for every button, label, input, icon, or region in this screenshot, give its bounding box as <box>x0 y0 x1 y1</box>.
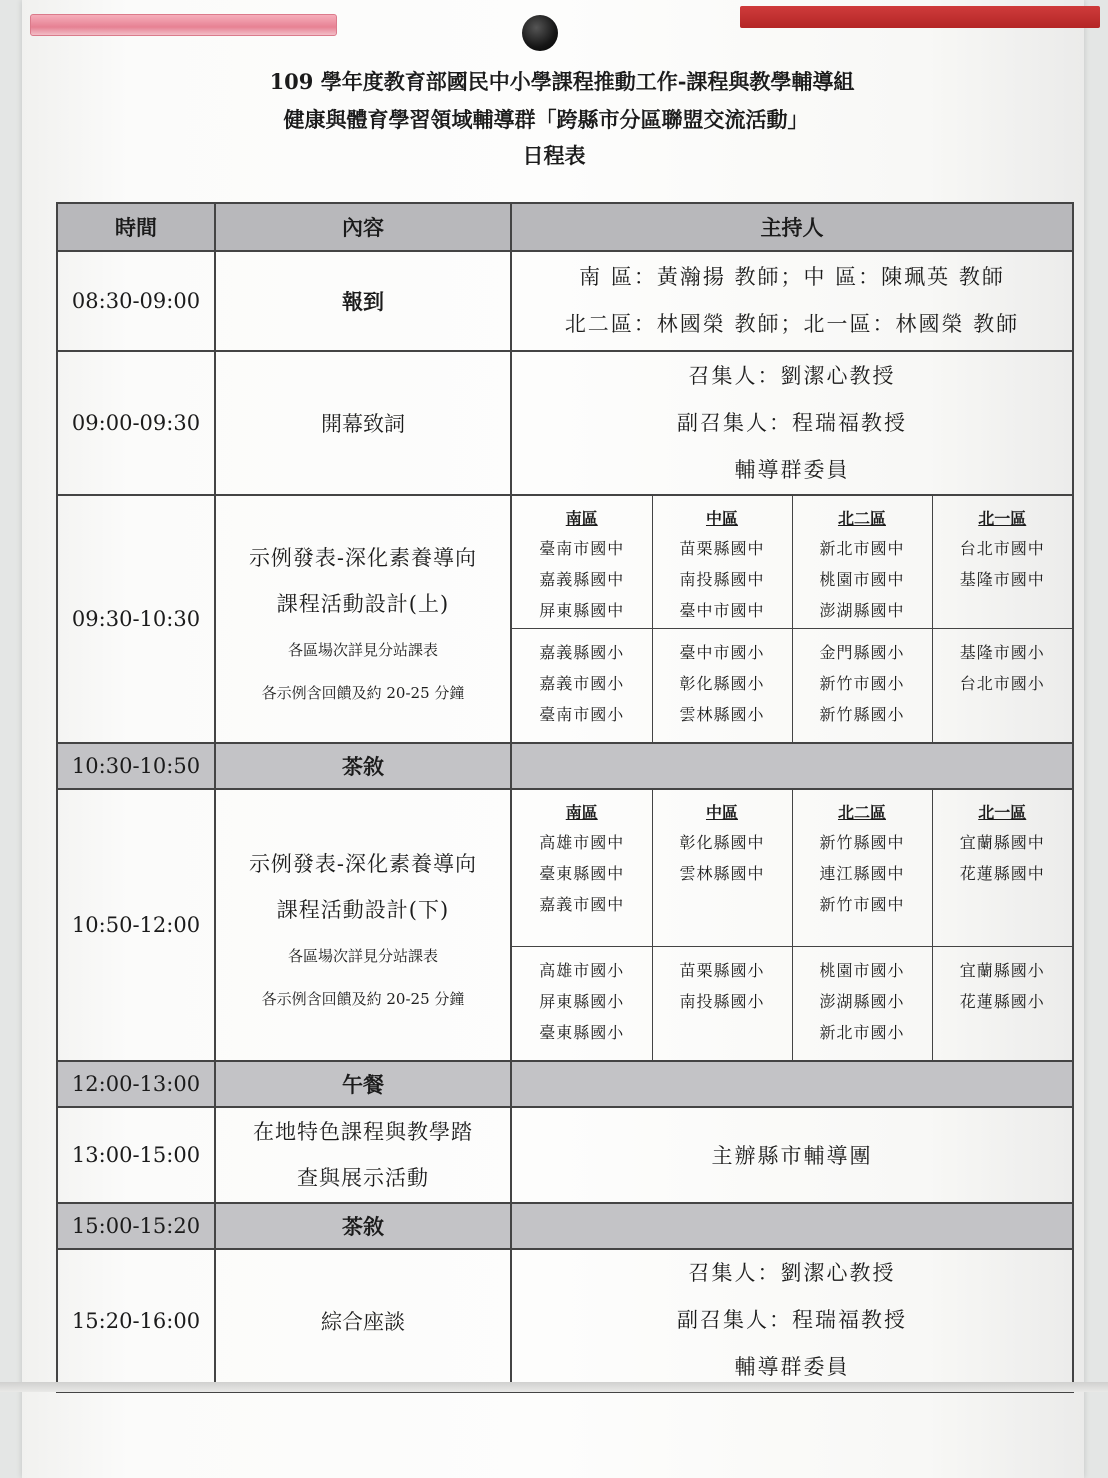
school-item: 嘉義市國中 <box>539 895 625 914</box>
school-item: 新北市國小 <box>819 1022 905 1042</box>
time-cell: 12:00-13:00 <box>57 1061 215 1107</box>
school-item: 台北市國中 <box>959 539 1045 558</box>
school-item: 臺中市國小 <box>679 642 765 662</box>
school-item: 澎湖縣國小 <box>819 991 905 1011</box>
title-line-1: 109 學年度教育部國民中小學課程推動工作-課程與教學輔導組 <box>269 69 855 94</box>
header-host: 主持人 <box>511 203 1073 251</box>
region-header: 北二區 <box>837 803 886 822</box>
region-central <box>652 946 792 1060</box>
school-item: 臺中市國中 <box>679 601 765 620</box>
school-item: 新竹縣國中 <box>819 833 905 852</box>
host-line: 南 區：黃瀚揚 教師；中 區：陳珮英 教師 <box>579 265 1005 289</box>
host-cell-empty <box>511 1061 1073 1107</box>
time-cell: 10:50-12:00 <box>57 789 215 1061</box>
school-item: 苗栗縣國小 <box>679 960 765 980</box>
school-item: 花蓮縣國中 <box>959 864 1045 883</box>
table-row <box>57 1107 1073 1203</box>
host-line: 副召集人：程瑞福教授 <box>677 410 907 435</box>
region-header: 北一區 <box>978 803 1027 822</box>
content-cell: 午餐 <box>215 1061 511 1107</box>
region-header: 中區 <box>705 803 738 822</box>
school-item: 宜蘭縣國小 <box>959 960 1045 980</box>
table-row-break <box>57 1203 1073 1249</box>
content-line: 課程活動設計(上) <box>276 592 450 616</box>
content-note: 各示例含回饋及約 20-25 分鐘 <box>261 684 465 702</box>
school-item: 彰化縣國中 <box>679 833 765 852</box>
school-item: 雲林縣國小 <box>679 704 765 724</box>
table-row <box>57 351 1073 495</box>
region-north2 <box>792 496 932 628</box>
host-cell <box>511 1249 1073 1392</box>
region-header: 南區 <box>565 509 598 528</box>
region-central <box>652 790 792 946</box>
school-item: 新北市國中 <box>819 539 905 558</box>
school-item: 南投縣國中 <box>679 570 765 589</box>
school-item: 雲林縣國中 <box>679 864 765 883</box>
content-line: 示例發表-深化素養導向 <box>248 852 478 876</box>
paper-fold-shadow <box>0 1382 1108 1392</box>
region-header: 北一區 <box>978 509 1027 528</box>
school-item: 嘉義縣國中 <box>539 570 625 589</box>
content-cell <box>215 495 511 743</box>
region-grid <box>512 790 1072 1060</box>
content-line: 在地特色課程與教學踏 <box>253 1120 473 1144</box>
region-central <box>652 496 792 628</box>
school-item: 澎湖縣國中 <box>819 601 905 620</box>
host-cell-empty <box>511 743 1073 789</box>
host-cell <box>511 351 1073 495</box>
header-content: 內容 <box>215 203 511 251</box>
time-cell: 10:30-10:50 <box>57 743 215 789</box>
host-line: 副召集人：程瑞福教授 <box>677 1308 907 1332</box>
schedule-table <box>56 202 1074 1393</box>
school-item: 桃園市國小 <box>819 960 905 980</box>
host-line: 召集人：劉潔心教授 <box>688 363 896 388</box>
region-north1 <box>932 496 1072 628</box>
time-cell: 09:00-09:30 <box>57 351 215 495</box>
region-north2 <box>792 946 932 1060</box>
school-item: 臺南市國小 <box>539 704 625 724</box>
content-note: 各示例含回饋及約 20-25 分鐘 <box>261 990 465 1008</box>
content-line: 示例發表-深化素養導向 <box>248 546 478 570</box>
table-row <box>57 251 1073 351</box>
region-north1 <box>932 628 1072 742</box>
school-item: 金門縣國小 <box>819 642 905 662</box>
school-item: 連江縣國中 <box>819 864 905 883</box>
school-item: 臺南市國中 <box>539 539 625 558</box>
region-header: 中區 <box>705 509 738 528</box>
table-row <box>57 495 1073 743</box>
school-item: 花蓮縣國小 <box>959 991 1045 1011</box>
region-north2 <box>792 628 932 742</box>
content-line: 課程活動設計(下) <box>276 898 450 922</box>
content-line: 查與展示活動 <box>297 1166 429 1190</box>
school-item: 台北市國小 <box>959 673 1045 693</box>
region-north2 <box>792 790 932 946</box>
school-item: 新竹市國中 <box>819 895 905 914</box>
region-central <box>652 628 792 742</box>
host-cell: 主辦縣市輔導團 <box>511 1107 1073 1203</box>
host-cell-empty <box>511 1203 1073 1249</box>
school-item: 屏東縣國小 <box>539 991 625 1011</box>
header-time: 時間 <box>57 203 215 251</box>
region-header: 南區 <box>565 803 598 822</box>
region-south <box>512 946 652 1060</box>
school-item: 桃園市國中 <box>819 570 905 589</box>
school-item: 嘉義縣國小 <box>539 642 625 662</box>
region-north1 <box>932 946 1072 1060</box>
school-item: 臺東縣國小 <box>539 1022 625 1042</box>
school-item: 新竹縣國小 <box>819 704 905 724</box>
school-item: 臺東縣國中 <box>539 864 625 883</box>
pink-tape <box>30 14 337 36</box>
school-item: 彰化縣國小 <box>679 673 765 693</box>
content-note: 各區場次詳見分站課表 <box>287 947 438 965</box>
region-header: 北二區 <box>837 509 886 528</box>
title-line-2: 健康與體育學習領域輔導群「跨縣市分區聯盟交流活動」 <box>283 107 809 132</box>
content-cell: 茶敘 <box>215 1203 511 1249</box>
table-row <box>57 1249 1073 1392</box>
school-item: 屏東縣國中 <box>539 601 625 620</box>
host-line: 召集人：劉潔心教授 <box>688 1261 896 1285</box>
region-grid-cell <box>511 495 1073 743</box>
school-item: 南投縣國小 <box>679 991 765 1011</box>
school-item: 新竹市國小 <box>819 673 905 693</box>
host-cell <box>511 251 1073 351</box>
region-south <box>512 496 652 628</box>
host-line: 輔導群委員 <box>734 457 850 482</box>
school-item: 高雄市國小 <box>539 960 625 980</box>
time-cell: 15:20-16:00 <box>57 1249 215 1392</box>
title-line-3: 日程表 <box>522 143 586 168</box>
region-north1 <box>932 790 1072 946</box>
time-cell: 09:30-10:30 <box>57 495 215 743</box>
host-line: 輔導群委員 <box>734 1355 850 1379</box>
content-note: 各區場次詳見分站課表 <box>287 641 438 659</box>
table-row-break <box>57 743 1073 789</box>
table-row <box>57 789 1073 1061</box>
school-item: 嘉義市國小 <box>539 673 625 693</box>
header-row <box>57 203 1073 251</box>
school-item: 苗栗縣國中 <box>679 539 765 558</box>
school-item: 高雄市國中 <box>539 833 625 852</box>
content-cell: 報到 <box>215 251 511 351</box>
school-item: 基隆市國中 <box>959 570 1045 589</box>
time-cell: 08:30-09:00 <box>57 251 215 351</box>
content-cell: 開幕致詞 <box>215 351 511 495</box>
magnet-icon <box>522 15 558 51</box>
region-grid-cell <box>511 789 1073 1061</box>
content-cell: 茶敘 <box>215 743 511 789</box>
table-row-break <box>57 1061 1073 1107</box>
content-cell: 綜合座談 <box>215 1249 511 1392</box>
school-item: 宜蘭縣國中 <box>959 833 1045 852</box>
school-item: 基隆市國小 <box>959 642 1045 662</box>
region-south <box>512 628 652 742</box>
time-cell: 15:00-15:20 <box>57 1203 215 1249</box>
region-grid <box>512 496 1072 742</box>
content-cell <box>215 789 511 1061</box>
host-line: 北二區：林國榮 教師；北一區：林國榮 教師 <box>564 312 1020 336</box>
region-south <box>512 790 652 946</box>
content-cell <box>215 1107 511 1203</box>
time-cell: 13:00-15:00 <box>57 1107 215 1203</box>
red-tape <box>740 6 1100 28</box>
